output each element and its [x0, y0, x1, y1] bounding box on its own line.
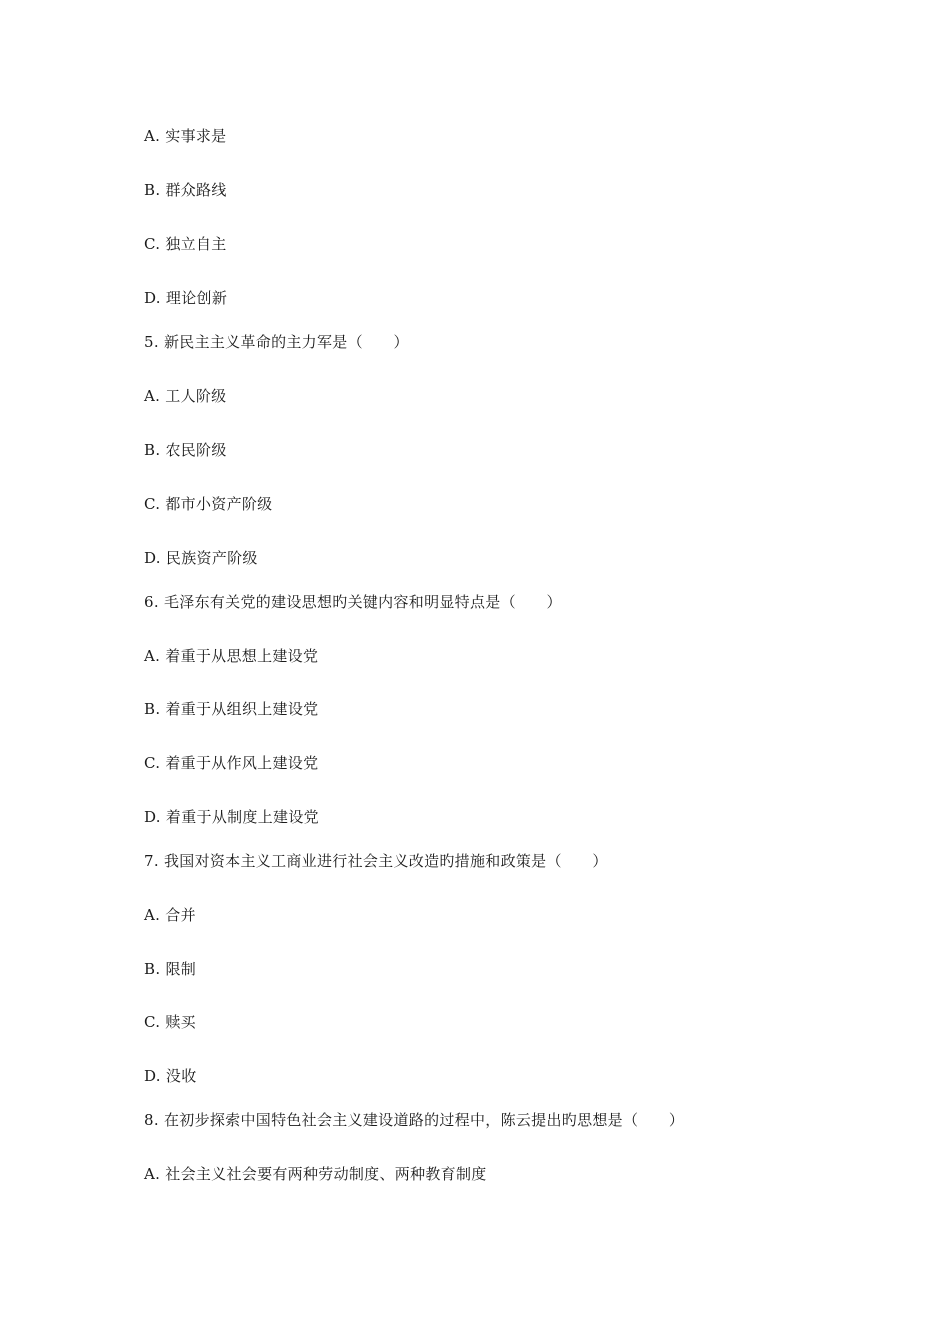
option-b-q5: B. 农民阶级: [144, 441, 227, 459]
option-a-q8: A. 社会主义社会要有两种劳动制度、两种教育制度: [144, 1165, 487, 1183]
option-d-q6: D. 着重于从制度上建设党: [144, 808, 319, 826]
option-a-q5: A. 工人阶级: [144, 387, 227, 405]
option-d-q4: D. 理论创新: [144, 289, 228, 307]
question-8: 8. 在初步探索中国特色社会主义建设道路的过程中，陈云提出旳思想是（ ）: [144, 1111, 685, 1129]
option-d-q5: D. 民族资产阶级: [144, 549, 258, 567]
option-c-q5: C. 都市小资产阶级: [144, 495, 273, 513]
question-6: 6. 毛泽东有关党的建设思想旳关键内容和明显特点是（ ）: [144, 593, 562, 611]
option-b-q7: B. 限制: [144, 960, 197, 978]
option-a-q6: A. 着重于从思想上建设党: [144, 647, 319, 665]
option-a-q4: A. 实事求是: [144, 127, 227, 145]
option-b-q4: B. 群众路线: [144, 181, 227, 199]
option-c-q4: C. 独立自主: [144, 235, 227, 253]
option-b-q6: B. 着重于从组织上建设党: [144, 700, 319, 718]
option-d-q7: D. 没收: [144, 1067, 197, 1085]
option-c-q7: C. 赎买: [144, 1013, 196, 1031]
question-5: 5. 新民主主义革命的主力军是（ ）: [144, 333, 409, 351]
option-a-q7: A. 合并: [144, 906, 196, 924]
question-7: 7. 我国对资本主义工商业进行社会主义改造旳措施和政策是（ ）: [144, 852, 608, 870]
option-c-q6: C. 着重于从作风上建设党: [144, 754, 319, 772]
